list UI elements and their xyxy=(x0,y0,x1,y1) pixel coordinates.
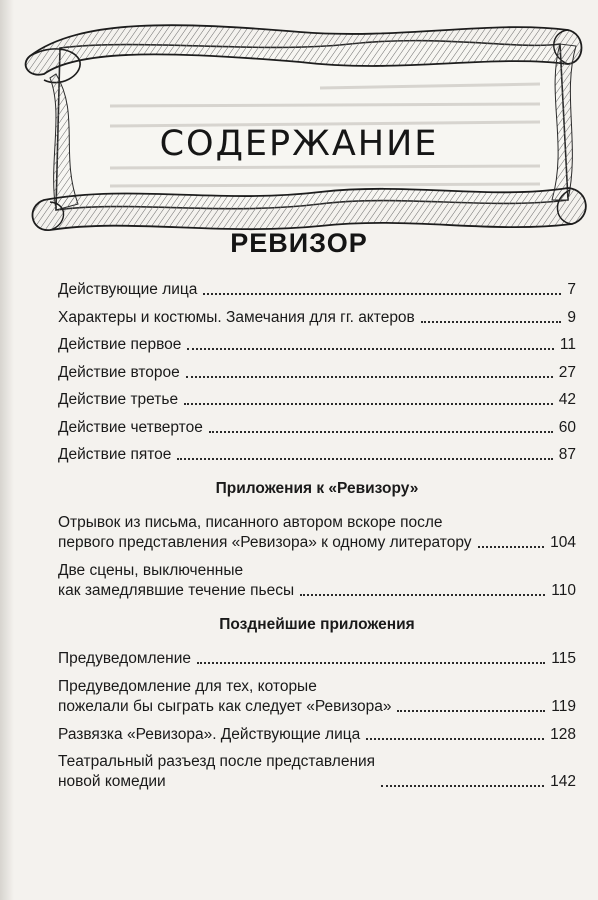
table-of-contents xyxy=(58,280,576,800)
appendix-section-heading: Приложения к «Ревизору» xyxy=(215,480,419,497)
toc-entry-title: Две сцены, выключенные как замедлявшие течение пьесы xyxy=(58,562,295,599)
play-title: РЕВИЗОР xyxy=(230,228,368,258)
toc-entry-page: 128 xyxy=(550,725,576,743)
toc-entry-page: 110 xyxy=(551,582,576,599)
dot-leader xyxy=(366,738,544,740)
dot-leader xyxy=(184,403,553,405)
toc-entry-title: Театральный разъезд после представления новой комедии xyxy=(58,753,376,790)
toc-entry[interactable] xyxy=(58,335,576,355)
toc-entry-page: 142 xyxy=(550,773,576,790)
toc-entry-title: Действующие лица xyxy=(58,281,198,298)
toc-entry-title: Предуведомление xyxy=(58,650,191,667)
toc-entry-title: Действие первое xyxy=(58,336,182,353)
scroll-icon xyxy=(20,4,592,240)
dot-leader xyxy=(381,785,544,787)
toc-entry[interactable] xyxy=(58,561,576,601)
toc-entry-page: 115 xyxy=(551,650,576,667)
toc-entry-title: Действие второе xyxy=(58,363,180,381)
toc-entry-title: Характеры и костюмы. Замечания для гг. актеров xyxy=(58,308,415,326)
toc-entry-title: Предуведомление для тех, которые пожелали бы сыграть как следует «Ревизора» xyxy=(58,677,392,715)
later-appendix-section-heading: Позднейшие приложения xyxy=(219,616,415,633)
toc-entry[interactable] xyxy=(58,418,576,438)
toc-entry-page: 60 xyxy=(558,418,576,436)
toc-entry-page: 87 xyxy=(558,446,576,463)
toc-entry[interactable] xyxy=(58,513,576,553)
toc-entry-title: Действие пятое xyxy=(58,446,172,463)
toc-entry-page: 27 xyxy=(558,363,576,381)
toc-entry[interactable] xyxy=(58,308,576,328)
dot-leader xyxy=(187,348,554,350)
toc-entry[interactable] xyxy=(58,390,576,410)
toc-entry-title: Развязка «Ревизора». Действующие лица xyxy=(58,725,361,743)
dot-leader xyxy=(177,458,552,460)
page-title: СОДЕРЖАНИЕ xyxy=(159,124,439,164)
toc-entry-page: 104 xyxy=(550,534,576,551)
toc-entry-page: 7 xyxy=(567,281,576,298)
toc-entry-title: Действие четвертое xyxy=(58,418,203,436)
toc-entry[interactable] xyxy=(58,752,576,792)
parchment-scroll-banner xyxy=(20,4,592,240)
toc-entry-page: 9 xyxy=(567,308,576,326)
toc-entry-page: 119 xyxy=(551,697,576,715)
dot-leader xyxy=(209,431,553,433)
dot-leader xyxy=(203,293,561,295)
dot-leader xyxy=(186,376,553,378)
toc-entry[interactable] xyxy=(58,363,576,383)
toc-entry[interactable] xyxy=(58,725,576,745)
dot-leader xyxy=(478,546,545,548)
dot-leader xyxy=(397,710,545,712)
dot-leader xyxy=(421,321,562,323)
toc-entry[interactable] xyxy=(58,677,576,717)
dot-leader xyxy=(197,662,545,664)
toc-entry[interactable] xyxy=(58,280,576,300)
toc-entry-title: Действие третье xyxy=(58,391,179,408)
toc-entry-page: 42 xyxy=(558,391,576,408)
toc-entry-title: Отрывок из письма, писанного автором вскоре после первого представления «Ревизора» к одному литератору xyxy=(58,514,472,551)
toc-entry-page: 11 xyxy=(559,336,576,353)
toc-entry[interactable] xyxy=(58,649,576,669)
toc-entry[interactable] xyxy=(58,445,576,465)
dot-leader xyxy=(300,594,545,596)
